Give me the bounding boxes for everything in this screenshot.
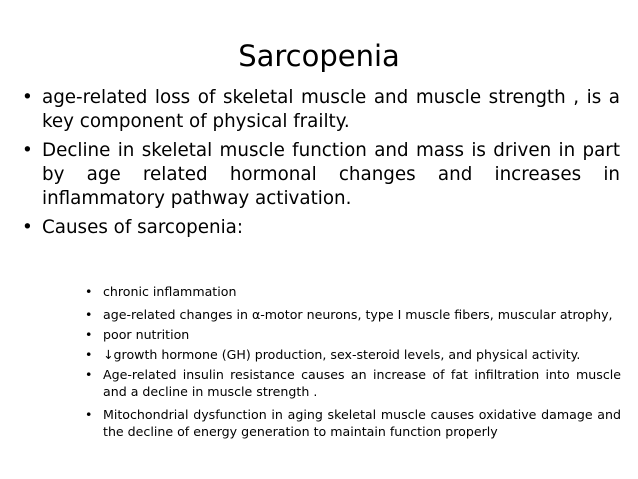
bullet-item [22, 86, 620, 134]
sub-bullet-text: age-related changes in α-motor neurons, type I muscle fibers, muscular atrophy, [103, 307, 613, 322]
sub-bullet-text: ↓growth hormone (GH) production, sex-steroid levels, and physical activity. [103, 347, 581, 362]
bullet-dot-icon: • [22, 217, 33, 238]
bullet-dot-icon: • [22, 87, 33, 108]
bullet-item [22, 216, 620, 240]
sub-bullet-text: Mitochondrial dysfunction in aging skeletal muscle causes oxidative damage and the decline of energy generation to maintain function properly [103, 407, 621, 439]
sub-bullet-item [85, 326, 621, 343]
sub-bullet-list [85, 283, 621, 446]
bullet-text: Decline in skeletal muscle function and mass is driven in part by age related hormonal changes and increases in inflammatory pathway activation. [42, 140, 620, 209]
bullet-dot-icon: • [22, 140, 33, 161]
main-bullet-list [22, 86, 620, 245]
sub-bullet-item [85, 406, 621, 440]
bullet-text: Causes of sarcopenia: [42, 217, 244, 238]
bullet-dot-icon: • [85, 347, 93, 362]
sub-bullet-item [85, 306, 621, 323]
bullet-dot-icon: • [85, 307, 93, 322]
bullet-dot-icon: • [85, 407, 93, 422]
sub-bullet-text: Age-related insulin resistance causes an increase of fat infiltration into muscle and a decline in muscle strength . [103, 367, 621, 399]
sub-bullet-item [85, 366, 621, 400]
bullet-item [22, 139, 620, 211]
sub-bullet-item [85, 283, 621, 300]
sub-bullet-text: poor nutrition [103, 327, 190, 342]
sub-bullet-item [85, 346, 621, 363]
slide-title: Sarcopenia [238, 39, 400, 73]
bullet-dot-icon: • [85, 367, 93, 382]
bullet-dot-icon: • [85, 284, 93, 299]
bullet-text: age-related loss of skeletal muscle and muscle strength , is a key component of physical frailty. [42, 87, 620, 132]
bullet-dot-icon: • [85, 327, 93, 342]
sub-bullet-text: chronic inflammation [103, 284, 237, 299]
